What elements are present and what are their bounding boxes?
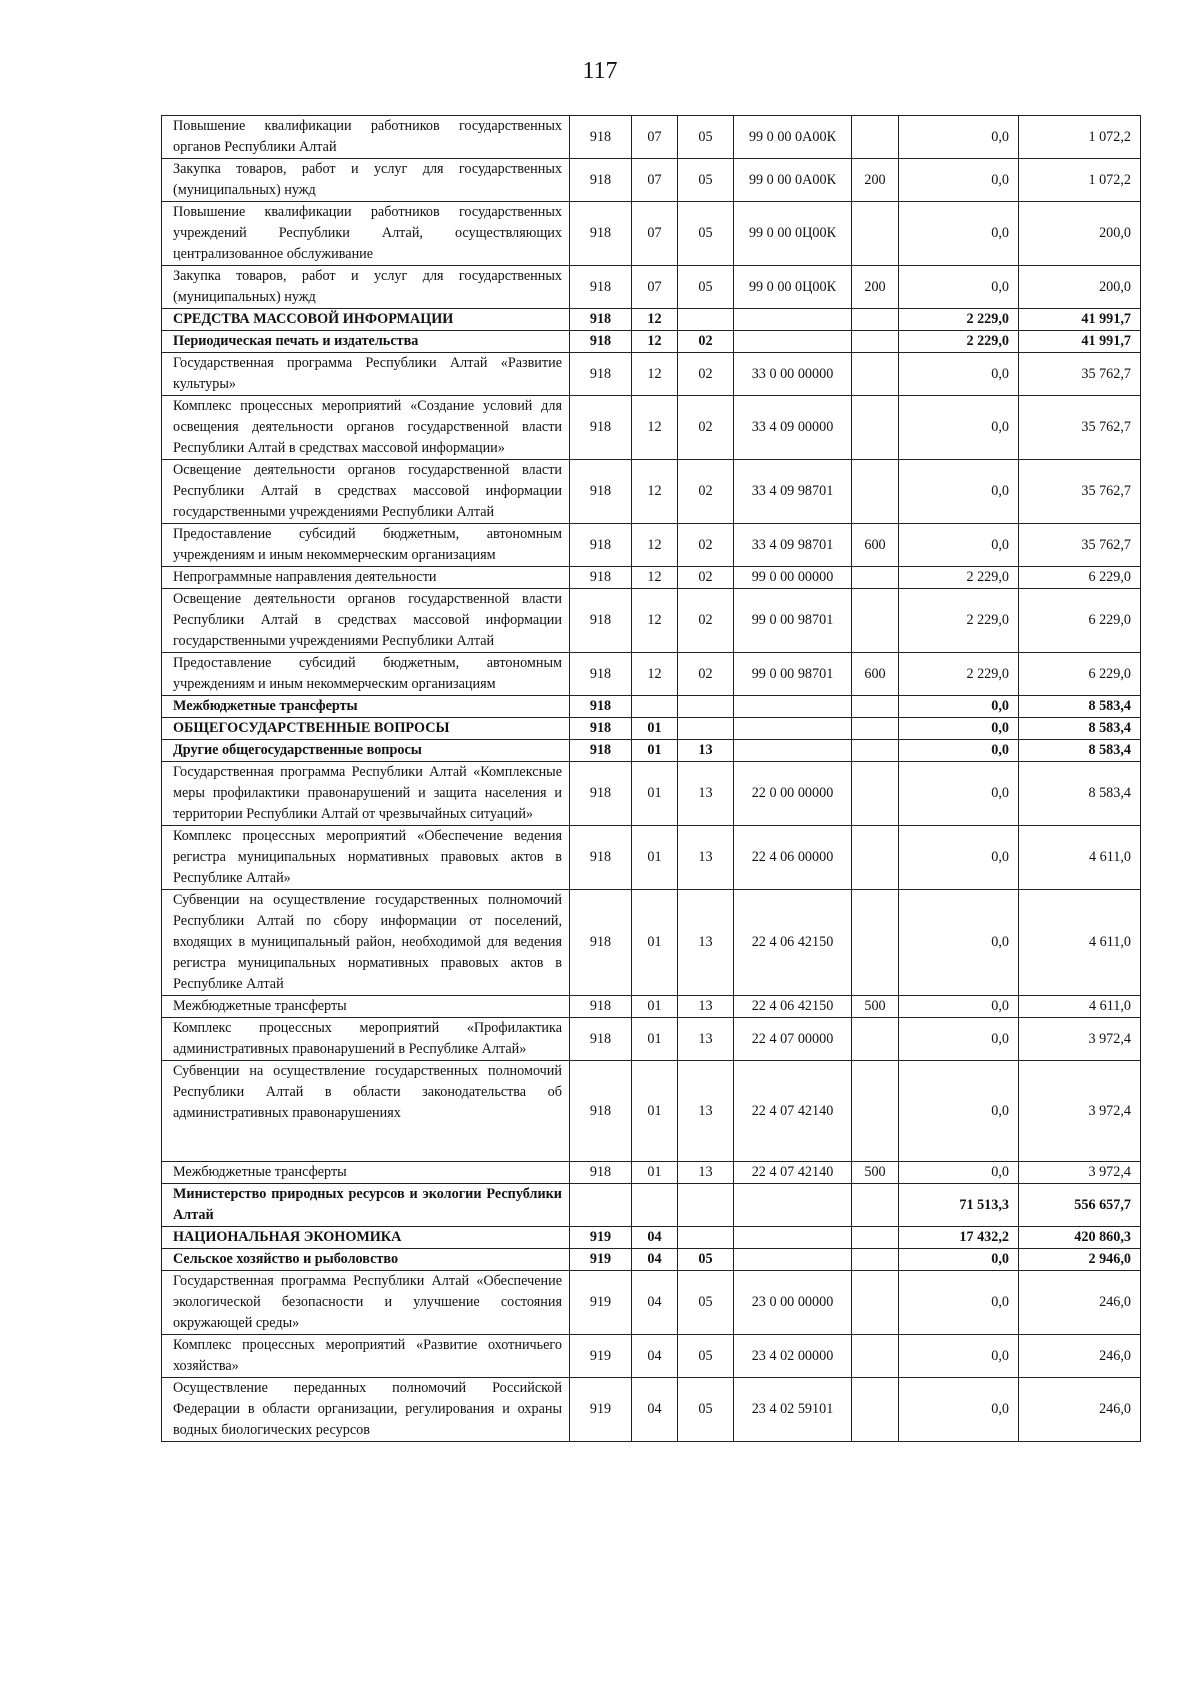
row-subsection-code: 13	[678, 1018, 734, 1061]
row-amount-1: 0,0	[899, 1018, 1019, 1061]
row-target-article: 99 0 00 0А00К	[734, 159, 852, 202]
row-expense-type	[852, 1335, 899, 1378]
row-expense-type	[852, 396, 899, 460]
row-subsection-code: 02	[678, 353, 734, 396]
row-section-code: 01	[632, 718, 678, 740]
table-row	[162, 159, 1141, 202]
row-name: Другие общегосударственные вопросы	[162, 740, 570, 762]
row-section-code: 04	[632, 1249, 678, 1271]
row-expense-type	[852, 1184, 899, 1227]
row-amount-1: 0,0	[899, 460, 1019, 524]
row-amount-2: 200,0	[1019, 202, 1141, 266]
table-row	[162, 1271, 1141, 1335]
row-name: Межбюджетные трансферты	[162, 696, 570, 718]
row-expense-type	[852, 589, 899, 653]
row-ministry-code: 918	[570, 826, 632, 890]
row-name: Комплекс процессных мероприятий «Обеспечение ведения регистра муниципальных нормативных правовых актов в Республике Алтай»	[162, 826, 570, 890]
row-amount-2: 1 072,2	[1019, 159, 1141, 202]
row-name: Субвенции на осуществление государственных полномочий Республики Алтай в области законодательства об административных правонарушениях	[162, 1061, 570, 1162]
row-ministry-code: 919	[570, 1271, 632, 1335]
table-row	[162, 653, 1141, 696]
row-ministry-code: 918	[570, 524, 632, 567]
row-name: Государственная программа Республики Алтай «Комплексные меры профилактики правонарушений и защита населения и территории Республики Алтай от чрезвычайных ситуаций»	[162, 762, 570, 826]
row-ministry-code: 918	[570, 718, 632, 740]
row-name: Непрограммные направления деятельности	[162, 567, 570, 589]
row-amount-1: 2 229,0	[899, 589, 1019, 653]
row-expense-type	[852, 202, 899, 266]
row-ministry-code: 918	[570, 1061, 632, 1162]
row-name: ОБЩЕГОСУДАРСТВЕННЫЕ ВОПРОСЫ	[162, 718, 570, 740]
row-amount-1: 17 432,2	[899, 1227, 1019, 1249]
row-name: Сельское хозяйство и рыболовство	[162, 1249, 570, 1271]
row-section-code: 01	[632, 1018, 678, 1061]
row-name: Комплекс процессных мероприятий «Создание условий для освещения деятельности органов государственной власти Республики Алтай в средствах массовой информации»	[162, 396, 570, 460]
row-amount-2: 6 229,0	[1019, 589, 1141, 653]
row-section-code: 01	[632, 890, 678, 996]
row-name: Повышение квалификации работников государственных учреждений Республики Алтай, осуществляющих централизованное обслуживание	[162, 202, 570, 266]
row-subsection-code: 05	[678, 1378, 734, 1442]
row-name: Предоставление субсидий бюджетным, автономным учреждениям и иным некоммерческим организациям	[162, 524, 570, 567]
row-expense-type	[852, 1249, 899, 1271]
row-amount-1: 0,0	[899, 996, 1019, 1018]
table-row	[162, 589, 1141, 653]
row-name: НАЦИОНАЛЬНАЯ ЭКОНОМИКА	[162, 1227, 570, 1249]
row-amount-2: 200,0	[1019, 266, 1141, 309]
row-subsection-code	[678, 718, 734, 740]
table-row	[162, 1061, 1141, 1162]
row-subsection-code: 05	[678, 266, 734, 309]
row-amount-1: 0,0	[899, 740, 1019, 762]
row-target-article: 22 4 06 00000	[734, 826, 852, 890]
row-amount-1: 71 513,3	[899, 1184, 1019, 1227]
row-target-article: 33 4 09 98701	[734, 460, 852, 524]
row-target-article: 22 0 00 00000	[734, 762, 852, 826]
row-ministry-code: 918	[570, 740, 632, 762]
row-subsection-code: 02	[678, 331, 734, 353]
row-name: Периодическая печать и издательства	[162, 331, 570, 353]
row-expense-type	[852, 1271, 899, 1335]
row-subsection-code: 02	[678, 460, 734, 524]
row-amount-2: 3 972,4	[1019, 1018, 1141, 1061]
row-amount-2: 4 611,0	[1019, 890, 1141, 996]
table-row	[162, 696, 1141, 718]
row-amount-1: 0,0	[899, 718, 1019, 740]
row-section-code: 01	[632, 1061, 678, 1162]
row-expense-type	[852, 1018, 899, 1061]
table-row	[162, 116, 1141, 159]
row-name: Комплекс процессных мероприятий «Профилактика административных правонарушений в Республике Алтай»	[162, 1018, 570, 1061]
row-expense-type: 500	[852, 1162, 899, 1184]
row-name: СРЕДСТВА МАССОВОЙ ИНФОРМАЦИИ	[162, 309, 570, 331]
row-expense-type	[852, 826, 899, 890]
row-ministry-code: 918	[570, 890, 632, 996]
row-subsection-code: 05	[678, 159, 734, 202]
row-ministry-code: 918	[570, 653, 632, 696]
row-subsection-code: 13	[678, 890, 734, 996]
row-amount-1: 0,0	[899, 524, 1019, 567]
row-section-code: 04	[632, 1227, 678, 1249]
row-target-article: 33 4 09 00000	[734, 396, 852, 460]
row-section-code: 04	[632, 1378, 678, 1442]
row-target-article	[734, 718, 852, 740]
row-target-article: 22 4 07 42140	[734, 1061, 852, 1162]
row-subsection-code: 13	[678, 740, 734, 762]
row-amount-1: 0,0	[899, 1249, 1019, 1271]
row-target-article: 99 0 00 98701	[734, 653, 852, 696]
table-row	[162, 1184, 1141, 1227]
table-row	[162, 740, 1141, 762]
row-subsection-code: 13	[678, 996, 734, 1018]
row-section-code: 07	[632, 266, 678, 309]
row-ministry-code: 918	[570, 331, 632, 353]
row-subsection-code: 05	[678, 202, 734, 266]
row-ministry-code: 918	[570, 567, 632, 589]
row-amount-1: 0,0	[899, 1162, 1019, 1184]
row-target-article: 23 0 00 00000	[734, 1271, 852, 1335]
row-amount-1: 0,0	[899, 696, 1019, 718]
table-row	[162, 460, 1141, 524]
row-target-article: 99 0 00 0Ц00К	[734, 202, 852, 266]
row-target-article	[734, 1184, 852, 1227]
row-expense-type	[852, 353, 899, 396]
row-amount-1: 0,0	[899, 1271, 1019, 1335]
row-section-code: 12	[632, 396, 678, 460]
row-section-code: 12	[632, 524, 678, 567]
table-row	[162, 266, 1141, 309]
row-expense-type	[852, 1061, 899, 1162]
row-expense-type	[852, 890, 899, 996]
row-target-article: 33 0 00 00000	[734, 353, 852, 396]
row-amount-2: 6 229,0	[1019, 567, 1141, 589]
row-amount-2: 3 972,4	[1019, 1061, 1141, 1162]
row-section-code	[632, 696, 678, 718]
row-section-code: 01	[632, 826, 678, 890]
row-amount-1: 2 229,0	[899, 331, 1019, 353]
row-amount-1: 0,0	[899, 266, 1019, 309]
row-amount-2: 6 229,0	[1019, 653, 1141, 696]
row-target-article	[734, 740, 852, 762]
row-subsection-code: 05	[678, 1335, 734, 1378]
row-ministry-code: 918	[570, 309, 632, 331]
row-amount-1: 0,0	[899, 202, 1019, 266]
row-section-code: 12	[632, 567, 678, 589]
row-expense-type: 200	[852, 159, 899, 202]
row-target-article: 22 4 06 42150	[734, 996, 852, 1018]
row-name: Межбюджетные трансферты	[162, 1162, 570, 1184]
row-ministry-code: 919	[570, 1227, 632, 1249]
row-section-code: 01	[632, 1162, 678, 1184]
row-amount-1: 0,0	[899, 1378, 1019, 1442]
row-section-code: 12	[632, 460, 678, 524]
row-amount-1: 0,0	[899, 1061, 1019, 1162]
table-row	[162, 331, 1141, 353]
row-amount-2: 246,0	[1019, 1378, 1141, 1442]
table-row	[162, 202, 1141, 266]
row-expense-type	[852, 460, 899, 524]
row-expense-type: 600	[852, 524, 899, 567]
row-ministry-code: 918	[570, 762, 632, 826]
row-amount-1: 0,0	[899, 762, 1019, 826]
row-subsection-code: 02	[678, 524, 734, 567]
table-row	[162, 1227, 1141, 1249]
table-row	[162, 890, 1141, 996]
row-target-article: 22 4 07 00000	[734, 1018, 852, 1061]
row-target-article: 33 4 09 98701	[734, 524, 852, 567]
row-target-article: 22 4 06 42150	[734, 890, 852, 996]
table-row	[162, 1162, 1141, 1184]
row-name: Министерство природных ресурсов и экологии Республики Алтай	[162, 1184, 570, 1227]
row-target-article	[734, 331, 852, 353]
row-section-code: 04	[632, 1271, 678, 1335]
row-expense-type	[852, 309, 899, 331]
row-section-code: 07	[632, 116, 678, 159]
row-name: Комплекс процессных мероприятий «Развитие охотничьего хозяйства»	[162, 1335, 570, 1378]
row-amount-1: 2 229,0	[899, 653, 1019, 696]
table-row	[162, 524, 1141, 567]
row-expense-type	[852, 696, 899, 718]
row-amount-1: 2 229,0	[899, 567, 1019, 589]
row-amount-1: 0,0	[899, 353, 1019, 396]
row-expense-type	[852, 331, 899, 353]
row-target-article: 99 0 00 0Ц00К	[734, 266, 852, 309]
row-amount-2: 4 611,0	[1019, 996, 1141, 1018]
row-section-code: 07	[632, 202, 678, 266]
row-section-code: 12	[632, 353, 678, 396]
row-target-article: 99 0 00 0А00К	[734, 116, 852, 159]
row-amount-1: 0,0	[899, 826, 1019, 890]
row-subsection-code: 05	[678, 116, 734, 159]
row-section-code: 01	[632, 762, 678, 826]
budget-table	[161, 115, 1141, 1442]
row-name: Межбюджетные трансферты	[162, 996, 570, 1018]
row-expense-type	[852, 740, 899, 762]
row-amount-2: 41 991,7	[1019, 309, 1141, 331]
row-target-article	[734, 1249, 852, 1271]
table-row	[162, 826, 1141, 890]
page-number: 117	[582, 58, 618, 84]
row-amount-2: 1 072,2	[1019, 116, 1141, 159]
row-subsection-code: 05	[678, 1271, 734, 1335]
table-row	[162, 762, 1141, 826]
row-amount-1: 0,0	[899, 1335, 1019, 1378]
row-subsection-code: 02	[678, 653, 734, 696]
row-name: Освещение деятельности органов государственной власти Республики Алтай в средствах массовой информации государственными учреждениями Республики Алтай	[162, 589, 570, 653]
row-amount-2: 4 611,0	[1019, 826, 1141, 890]
table-row	[162, 1249, 1141, 1271]
row-amount-2: 8 583,4	[1019, 718, 1141, 740]
table-row	[162, 718, 1141, 740]
row-ministry-code: 918	[570, 396, 632, 460]
row-expense-type: 500	[852, 996, 899, 1018]
row-subsection-code: 13	[678, 1061, 734, 1162]
row-amount-2: 41 991,7	[1019, 331, 1141, 353]
row-ministry-code: 919	[570, 1249, 632, 1271]
table-row	[162, 1335, 1141, 1378]
row-name: Государственная программа Республики Алтай «Обеспечение экологической безопасности и улучшение состояния окружающей среды»	[162, 1271, 570, 1335]
row-target-article: 99 0 00 98701	[734, 589, 852, 653]
row-amount-1: 2 229,0	[899, 309, 1019, 331]
row-section-code: 07	[632, 159, 678, 202]
row-subsection-code: 02	[678, 567, 734, 589]
row-ministry-code: 918	[570, 1018, 632, 1061]
row-subsection-code: 02	[678, 396, 734, 460]
row-subsection-code: 02	[678, 589, 734, 653]
row-expense-type	[852, 116, 899, 159]
row-subsection-code: 05	[678, 1249, 734, 1271]
row-ministry-code: 918	[570, 589, 632, 653]
row-amount-2: 556 657,7	[1019, 1184, 1141, 1227]
row-amount-1: 0,0	[899, 396, 1019, 460]
row-section-code: 04	[632, 1335, 678, 1378]
row-amount-2: 8 583,4	[1019, 740, 1141, 762]
row-ministry-code: 918	[570, 353, 632, 396]
row-section-code: 01	[632, 740, 678, 762]
row-section-code: 12	[632, 309, 678, 331]
row-amount-2: 35 762,7	[1019, 460, 1141, 524]
row-subsection-code	[678, 696, 734, 718]
row-expense-type	[852, 1227, 899, 1249]
row-section-code: 12	[632, 589, 678, 653]
row-name: Осуществление переданных полномочий Российской Федерации в области организации, регулирования и охраны водных биологических ресурсов	[162, 1378, 570, 1442]
table-row	[162, 396, 1141, 460]
row-subsection-code: 13	[678, 1162, 734, 1184]
row-amount-2: 8 583,4	[1019, 762, 1141, 826]
row-section-code	[632, 1184, 678, 1227]
row-target-article	[734, 309, 852, 331]
row-subsection-code: 13	[678, 762, 734, 826]
row-ministry-code: 918	[570, 202, 632, 266]
row-name: Субвенции на осуществление государственных полномочий Республики Алтай по сбору информации от поселений, входящих в муниципальный район, необходимой для ведения регистра муниципальных нормативных правовых актов в Республике Алтай	[162, 890, 570, 996]
row-ministry-code: 918	[570, 460, 632, 524]
table-row	[162, 309, 1141, 331]
row-name: Повышение квалификации работников государственных органов Республики Алтай	[162, 116, 570, 159]
row-ministry-code: 918	[570, 266, 632, 309]
row-expense-type	[852, 718, 899, 740]
table-row	[162, 1018, 1141, 1061]
row-section-code: 12	[632, 331, 678, 353]
row-ministry-code: 918	[570, 1162, 632, 1184]
row-subsection-code	[678, 1184, 734, 1227]
row-amount-2: 8 583,4	[1019, 696, 1141, 718]
row-target-article: 23 4 02 59101	[734, 1378, 852, 1442]
row-ministry-code	[570, 1184, 632, 1227]
row-amount-1: 0,0	[899, 116, 1019, 159]
row-amount-2: 246,0	[1019, 1271, 1141, 1335]
table-row	[162, 1378, 1141, 1442]
row-ministry-code: 918	[570, 996, 632, 1018]
row-section-code: 01	[632, 996, 678, 1018]
row-expense-type: 600	[852, 653, 899, 696]
row-name: Закупка товаров, работ и услуг для государственных (муниципальных) нужд	[162, 159, 570, 202]
row-amount-1: 0,0	[899, 159, 1019, 202]
row-amount-2: 35 762,7	[1019, 524, 1141, 567]
row-amount-2: 35 762,7	[1019, 396, 1141, 460]
row-subsection-code	[678, 309, 734, 331]
row-expense-type	[852, 567, 899, 589]
row-ministry-code: 919	[570, 1335, 632, 1378]
row-subsection-code: 13	[678, 826, 734, 890]
table-body	[162, 116, 1141, 1442]
row-amount-2: 35 762,7	[1019, 353, 1141, 396]
row-expense-type	[852, 1378, 899, 1442]
row-name: Закупка товаров, работ и услуг для государственных (муниципальных) нужд	[162, 266, 570, 309]
row-expense-type: 200	[852, 266, 899, 309]
row-amount-2: 3 972,4	[1019, 1162, 1141, 1184]
table-row	[162, 567, 1141, 589]
table-row	[162, 996, 1141, 1018]
row-target-article: 99 0 00 00000	[734, 567, 852, 589]
row-amount-2: 246,0	[1019, 1335, 1141, 1378]
row-ministry-code: 918	[570, 696, 632, 718]
row-name: Освещение деятельности органов государственной власти Республики Алтай в средствах массовой информации государственными учреждениями Республики Алтай	[162, 460, 570, 524]
row-target-article: 22 4 07 42140	[734, 1162, 852, 1184]
table-row	[162, 353, 1141, 396]
row-section-code: 12	[632, 653, 678, 696]
row-target-article: 23 4 02 00000	[734, 1335, 852, 1378]
row-subsection-code	[678, 1227, 734, 1249]
row-target-article	[734, 696, 852, 718]
row-amount-1: 0,0	[899, 890, 1019, 996]
row-ministry-code: 918	[570, 116, 632, 159]
row-name: Государственная программа Республики Алтай «Развитие культуры»	[162, 353, 570, 396]
row-target-article	[734, 1227, 852, 1249]
row-ministry-code: 919	[570, 1378, 632, 1442]
row-expense-type	[852, 762, 899, 826]
row-amount-2: 420 860,3	[1019, 1227, 1141, 1249]
row-ministry-code: 918	[570, 159, 632, 202]
row-name: Предоставление субсидий бюджетным, автономным учреждениям и иным некоммерческим организациям	[162, 653, 570, 696]
row-amount-2: 2 946,0	[1019, 1249, 1141, 1271]
